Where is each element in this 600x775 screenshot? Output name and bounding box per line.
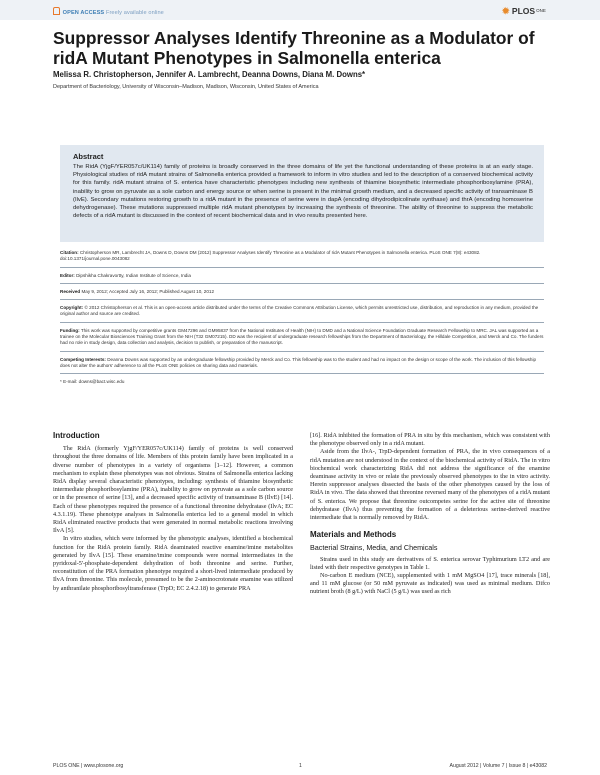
received-label: Received bbox=[60, 288, 81, 294]
funding-text: This work was supported by competitive grants GM47296 and GM95837 from the National Institutes of Health (NIH) to DMD and a National Science Foundation Graduate Research Fellowship to MRC. JAL was supported as a trainee on the Molecular Biosciences Training Grant from the NIH (T32 GM07215). DD was the recipient of undergraduate research fellowships from the Department of Bacteriology, the Hilldale Competition, and Merck and Co. The funders had no role in study design, data collection and analysis, decision to publish, or preparation of the manuscript. bbox=[60, 327, 544, 346]
journal-header-bar bbox=[0, 0, 600, 20]
editor-row bbox=[60, 273, 544, 279]
page-number: 1 bbox=[299, 763, 302, 769]
divider bbox=[60, 283, 544, 284]
journal-logo-suffix: ONE bbox=[536, 8, 546, 13]
dates-row bbox=[60, 289, 544, 295]
divider bbox=[60, 322, 544, 323]
email-row[interactable] bbox=[60, 379, 544, 385]
article-metadata bbox=[60, 250, 544, 390]
plos-star-icon: ✹ bbox=[502, 6, 510, 16]
editor-text: Dipshikha Chakravortty, Indian Institute of Science, India bbox=[76, 272, 191, 278]
body-column-right bbox=[310, 432, 550, 597]
divider bbox=[60, 351, 544, 352]
abstract-heading: Abstract bbox=[73, 152, 104, 161]
competing-text: Deanna Downs was supported by an undergraduate fellowship provided by Merck and Co. This fellowship was to the student and had no impact on the design or scope of the work. The inclusion of this fellowship does not alter the authors' adherence to all the PLoS ONE policies on sharing data and materials. bbox=[60, 356, 537, 368]
divider bbox=[60, 373, 544, 374]
funding-label: Funding: bbox=[60, 327, 80, 333]
abstract-box bbox=[60, 145, 544, 242]
abstract-text: The RidA (YjgF/YER057c/UK114) family of proteins is broadly conserved in the three domains of life yet the functional understanding of these proteins is at an early stage. Physiological studies of ridA mutant strains of Salmonella enterica provided a framework to inform in vitro studies and led to the description of a conserved biochemical activity for this family. ridA mutant strains of S. enterica have characteristic phenotypes including new synthesis of thiamine biosynthetic intermediate phosphoribosylamine (PRA), inability to grow on pyruvate as a sole carbon and energy source or when serine is present in the minimal growth medium, and a decreased specific activity of transaminase B (IlvE). Secondary mutations restoring growth to a ridA mutant in the presence of serine were in dapA (encoding dihydrodipicolinate synthase) and thrA (encoding homoserine dehydrogenase). These mutations suppressed multiple ridA mutant phenotypes by increasing the synthesis of threonine. The ability of threonine to suppress the metabolic defects of a ridA mutant is discussed in the context of recent biochemical data and in vivo results presented here. bbox=[73, 164, 533, 220]
journal-logo-text: PLOS bbox=[511, 6, 536, 16]
open-lock-icon bbox=[53, 7, 60, 15]
body-paragraph: The RidA (formerly YjgF/YER057c/UK114) family of proteins is well conserved throughout the three domains of life. Members of this protein family have been implicated in a diverse number of phenotypes in a variety of organisms [1–12]. However, a common mechanism to explain these phenotypes was not obvious. Strains of Salmonella enterica lacking RidA display several characteristic phenotypes, including: synthesis of thiamine biosynthetic intermediate phosphoribosylamine (PRA), inability to grow on pyruvate as a sole carbon source or in the presence of serine [13], and a decreased specific activity of transaminase B (IlvE) [14]. Each of these phenotypes required the presence of a functional threonine dehydratase (IlvA; EC 4.3.1.19). These phenotype analyses in Salmonella enterica led to a general model in which RidA eliminated reactive products that were generated in normal metabolic reactions involving IlvA [5]. bbox=[53, 445, 293, 535]
body-paragraph: In vitro studies, which were informed by the phenotypic analyses, identified a biochemical function for the RidA protein family. RidA deaminated reactive enamine/imine metabolites generated by IlvA [15]. These enamine/imine compounds were normal intermediates in the pyridoxal-5'-phosphate-dependent dehydration of both threonine and serine. Further, reconstitution of the PRA formation phenotype required a short-lived intermediate produced by IlvA from threonine. This molecule, presumed to be the 2-aminocrotonate enamine was utilized by anthranilate phosphoribosyltransferase (TrpD; EC 2.4.2.18) to generate PRA bbox=[53, 535, 293, 592]
body-paragraph: Strains used in this study are derivatives of S. enterica serovar Typhimurium LT2 and are listed with their respective genotypes in Table 1. bbox=[310, 555, 550, 571]
citation-text: Christopherson MR, Lambrecht JA, Downs D, Downs DM (2012) Suppressor Analyses Identify Threonine as a Modulator of ridA Mutant Phenotypes in Salmonella enterica. PLoS ONE 7(8): e43082. doi:10.1371/journal.pone.0043082 bbox=[60, 250, 481, 262]
introduction-heading: Introduction bbox=[53, 431, 100, 440]
citation-row bbox=[60, 250, 544, 263]
open-access-label: OPEN ACCESS bbox=[62, 10, 105, 16]
competing-label: Competing Interests: bbox=[60, 356, 106, 362]
copyright-text: © 2012 Christopherson et al. This is an open-access article distributed under the terms of the Creative Commons Attribution License, which permits unrestricted use, distribution, and reproduction in any medium, provided the original author and source are credited. bbox=[60, 305, 539, 317]
plos-one-logo bbox=[502, 6, 546, 17]
email-text[interactable]: * E-mail: downs@bact.wisc.edu bbox=[60, 379, 125, 385]
dates-text: May 9, 2012; Accepted July 16, 2012; Published August 10, 2012 bbox=[81, 288, 215, 294]
open-access-logo bbox=[53, 7, 164, 16]
funding-row bbox=[60, 328, 544, 347]
body-paragraph: No-carbon E medium (NCE), supplemented with 1 mM MgSO4 [17], trace minerals [18], and 11 mM glucose (or 50 mM pyruvate as indicated) was used as minimal medium. Difco nutrient broth (8 g/L) with NaCl (5 g/L) was used as rich bbox=[310, 572, 550, 596]
copyright-label: Copyright: bbox=[60, 305, 84, 311]
article-title: Suppressor Analyses Identify Threonine as a Modulator of ridA Mutant Phenotypes in Salmonella enterica bbox=[53, 28, 535, 68]
divider bbox=[60, 267, 544, 268]
author-affiliation: Department of Bacteriology, University of Wisconsin–Madison, Madison, Wisconsin, United States of America bbox=[53, 84, 319, 90]
competing-row bbox=[60, 357, 544, 370]
editor-label: Editor: bbox=[60, 272, 75, 278]
divider bbox=[60, 299, 544, 300]
footer-journal-url[interactable]: PLOS ONE | www.plosone.org bbox=[53, 763, 124, 769]
citation-label: Citation: bbox=[60, 250, 79, 255]
body-paragraph: Aside from the IlvA-, TrpD-dependent formation of PRA, the in vivo consequences of a ridA mutation are not understood in the context of the biochemical activity of RidA. The in vitro biochemical work characterizing RidA did not address the significance of the enamine deaminase activity in vivo or relate the previously observed phenotypes to the in vitro activity. Herein suppressor analyses dissected the basis of the other phenotypes caused by the loss of RidA in vivo. The data showed that threonine reversed many of the phenotypes of a ridA mutant of S. enterica. We propose that threonine outcompetes serine for the active site of threonine dehydratase (IlvA) thus preventing the formation of a deleterious serine-derived reactive intermediate that is normally removed by RidA. bbox=[310, 448, 550, 522]
author-list: Melissa R. Christopherson, Jennifer A. Lambrecht, Deanna Downs, Diana M. Downs* bbox=[53, 70, 366, 79]
methods-heading: Materials and Methods bbox=[310, 530, 397, 540]
copyright-row bbox=[60, 305, 544, 318]
body-column-left bbox=[53, 432, 293, 593]
strains-subheading: Bacterial Strains, Media, and Chemicals bbox=[310, 543, 438, 553]
footer-issue-info: August 2012 | Volume 7 | Issue 8 | e43082 bbox=[449, 763, 547, 769]
body-paragraph: [16]. RidA inhibited the formation of PRA in situ by this mechanism, which was consistent with the phenotype observed only in a ridA mutant. bbox=[310, 432, 550, 448]
freely-available-label: Freely available online bbox=[105, 10, 164, 16]
